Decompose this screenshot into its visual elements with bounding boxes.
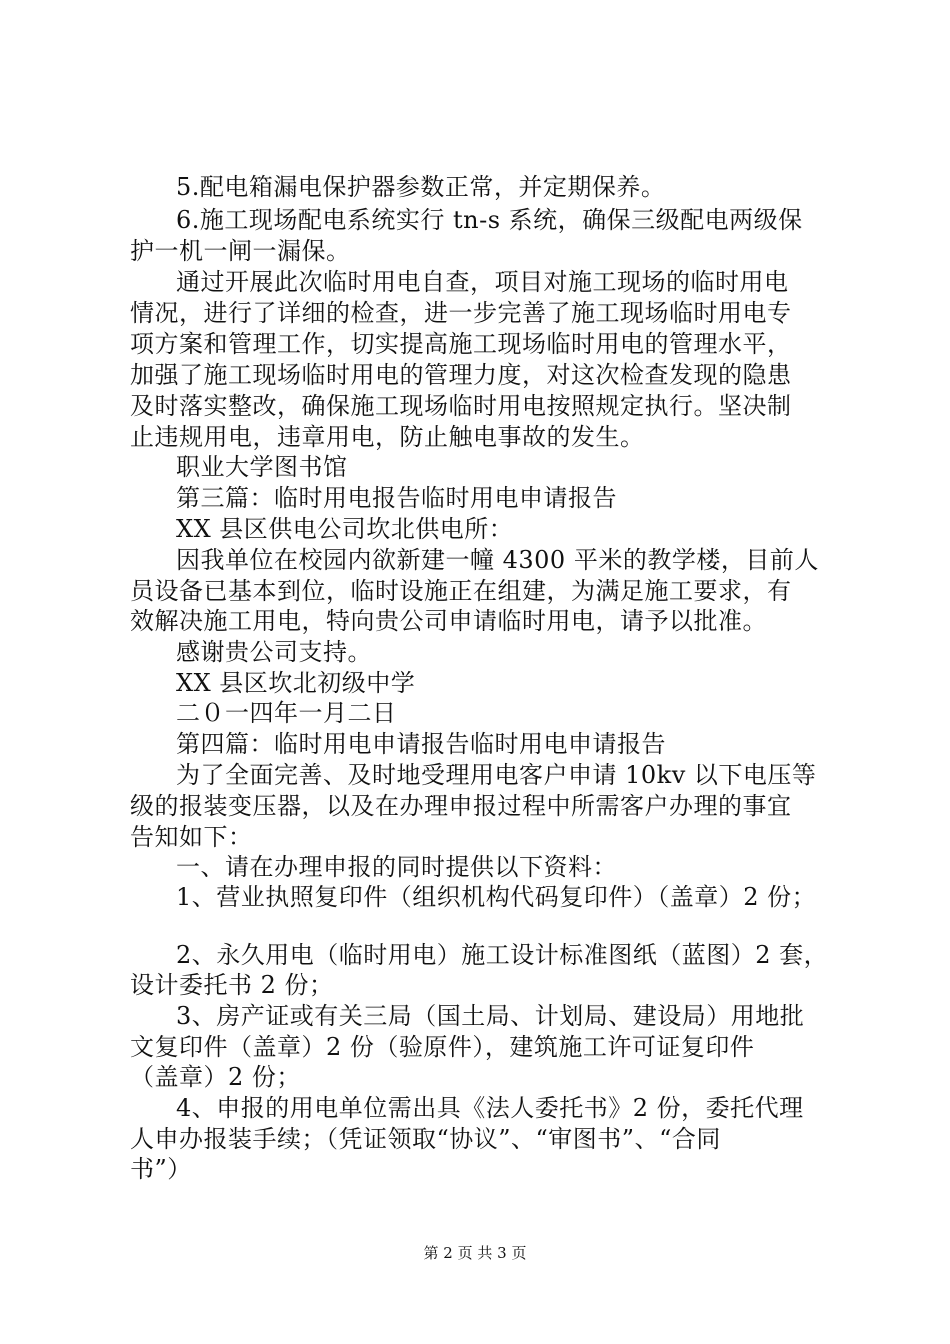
text-line: 因我单位在校园内欲新建一幢 4300 平米的教学楼，目前人 <box>176 546 819 574</box>
text-line: 文复印件（盖章）2 份（验原件），建筑施工许可证复印件 <box>130 1033 755 1061</box>
text-line: 通过开展此次临时用电自查，项目对施工现场的临时用电 <box>176 268 789 296</box>
text-line: 告知如下： <box>130 823 253 851</box>
text-line: 二０一四年一月二日 <box>176 699 397 727</box>
text-line: 加强了施工现场临时用电的管理力度，对这次检查发现的隐患 <box>130 361 792 389</box>
text-line: 感谢贵公司支持。 <box>176 638 372 666</box>
text-line: 人申办报装手续；（凭证领取“协议”、“审图书”、“合同 <box>130 1125 721 1153</box>
text-line: 级的报装变压器，以及在办理申报过程中所需客户办理的事宜 <box>130 792 792 820</box>
text-line: 员设备已基本到位，临时设施正在组建，为满足施工要求，有 <box>130 577 792 605</box>
text-line: 职业大学图书馆 <box>176 453 348 481</box>
text-line: XX 县区供电公司坎北供电所： <box>176 515 514 543</box>
text-line: 为了全面完善、及时地受理用电客户申请 10kv 以下电压等 <box>176 761 817 789</box>
text-line: 设计委托书 2 份； <box>130 971 334 999</box>
text-line: 2、永久用电（临时用电）施工设计标准图纸（蓝图）2 套， <box>176 941 829 969</box>
text-line: 6.施工现场配电系统实行 tn-s 系统，确保三级配电两级保 <box>176 206 803 234</box>
section-heading: 第四篇：临时用电申请报告临时用电申请报告 <box>176 730 666 758</box>
page-number-footer: 第 2 页 共 3 页 <box>423 1244 527 1262</box>
text-line: 项方案和管理工作，切实提高施工现场临时用电的管理水平， <box>130 330 792 358</box>
text-line: 书”） <box>130 1155 192 1183</box>
text-line: 5.配电箱漏电保护器参数正常，并定期保养。 <box>176 173 666 201</box>
text-line: 情况，进行了详细的检查，进一步完善了施工现场临时用电专 <box>130 299 792 327</box>
text-line: （盖章）2 份； <box>130 1063 301 1091</box>
text-line: 4、申报的用电单位需出具《法人委托书》2 份，委托代理 <box>176 1094 804 1122</box>
text-line: 护一机一闸一漏保。 <box>130 237 351 265</box>
section-heading: 第三篇：临时用电报告临时用电申请报告 <box>176 484 617 512</box>
text-line: XX 县区坎北初级中学 <box>176 669 416 697</box>
text-line: 止违规用电，违章用电，防止触电事故的发生。 <box>130 423 645 451</box>
text-line: 3、房产证或有关三局（国土局、计划局、建设局）用地批 <box>176 1002 805 1030</box>
text-line: 1、营业执照复印件（组织机构代码复印件）（盖章）2 份； <box>176 883 817 911</box>
text-line: 效解决施工用电，特向贵公司申请临时用电，请予以批准。 <box>130 607 767 635</box>
text-line: 及时落实整改，确保施工现场临时用电按照规定执行。坚决制 <box>130 392 792 420</box>
text-line: 一、请在办理申报的同时提供以下资料： <box>176 853 617 881</box>
